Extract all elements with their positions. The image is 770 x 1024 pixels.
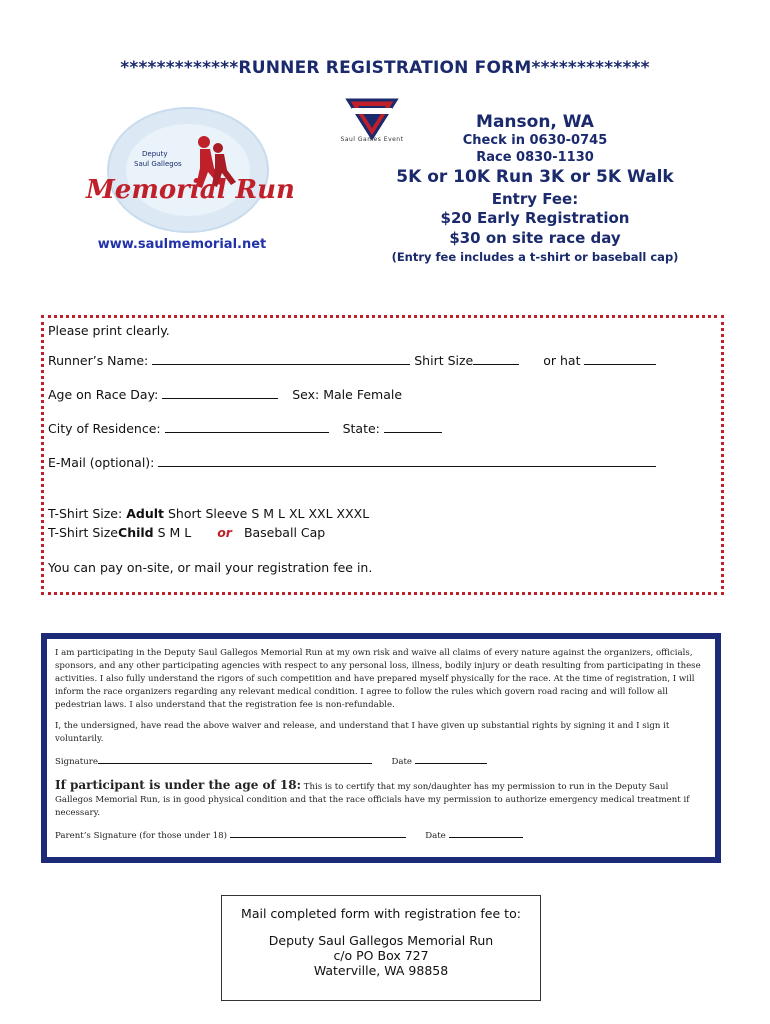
logo-name-text: Saul Gallegos <box>134 160 182 168</box>
hat-label: or hat <box>543 353 581 368</box>
age-label: Age on Race Day: <box>48 387 159 402</box>
early-fee: $20 Early Registration <box>440 209 630 227</box>
logo-script-text: Memorial Run <box>86 175 293 205</box>
mailing-address-box <box>221 895 541 1001</box>
date-label: Date <box>391 757 413 767</box>
runner-name-row <box>48 352 656 368</box>
or-text: or <box>217 525 232 540</box>
waiver-paragraph-1: I am participating in the Deputy Saul Gallegos Memorial Run at my own risk and waive all claims of every nature against the organizers, officials, sponsors, and any other participating agencies with respect to any personal loss, illness, bodily injury or death resulting from participating in these activities. I also fully understand the rigors of such competition and have prepared myself physically for the race. At the time of registration, I will inform the race organizers regarding any relevant medical condition. I agree to follow the rules which govern road racing and will follow all pedestrian laws. I also understand that the registration fee is non-refundable. <box>55 648 701 710</box>
sponsor-tagline: Saul Games Event <box>340 136 404 143</box>
date-field[interactable] <box>415 754 487 764</box>
mail-recipient: Deputy Saul Gallegos Memorial Run <box>268 933 494 948</box>
tshirt-size-label-2: T-Shirt Size <box>48 525 119 540</box>
parent-signature-label: Parent’s Signature (for those under 18) <box>55 831 228 841</box>
email-field[interactable] <box>158 454 656 467</box>
child-size-options[interactable]: S M L <box>157 525 192 540</box>
mail-instructions: Mail completed form with registration fee to: <box>241 906 521 921</box>
adult-label: Adult <box>126 506 164 521</box>
age-field[interactable] <box>162 386 278 399</box>
parent-date-label: Date <box>425 831 446 841</box>
waiver-paragraph-2: I, the undersigned, have read the above waiver and release, and understand that I have given up substantial rights by signing it and I sign it voluntarily. <box>55 721 670 744</box>
email-label: E-Mail (optional): <box>48 455 155 470</box>
city-state-row <box>48 420 442 436</box>
state-label: State: <box>342 421 380 436</box>
adult-tshirt-row <box>48 506 369 521</box>
waiver-content <box>47 639 715 857</box>
logo-deputy-text: Deputy <box>142 150 168 158</box>
signature-label: Signature <box>55 757 98 767</box>
minor-heading: If participant is under the age of 18: <box>55 778 302 792</box>
entry-fee-label: Entry Fee: <box>491 190 579 208</box>
runner-name-field[interactable] <box>152 352 410 365</box>
shirt-size-label: Shirt Size <box>414 353 474 368</box>
page-title: *************RUNNER REGISTRATION FORM************* <box>120 58 650 78</box>
print-clearly-note: Please print clearly. <box>48 323 170 338</box>
website-link[interactable]: www.saulmemorial.net <box>97 237 267 252</box>
baseball-cap-option[interactable]: Baseball Cap <box>243 525 326 540</box>
adult-size-options[interactable]: Short Sleeve S M L XL XXL XXXL <box>167 506 370 521</box>
city-field[interactable] <box>165 420 329 433</box>
checkin-time: Check in 0630-0745 <box>462 133 608 148</box>
event-options: 5K or 10K Run 3K or 5K Walk <box>396 167 674 187</box>
onsite-fee: $30 on site race day <box>449 229 621 247</box>
minor-text: This is to certify that my son/daughter has my permission to run in the Deputy Saul Gallegos Memorial Run, is in good physical condition and that the race officials have my permission to authorize emergency medical treatment if necessary. <box>55 782 690 818</box>
child-label: Child <box>118 525 154 540</box>
child-tshirt-row <box>48 525 325 540</box>
payment-note: You can pay on-site, or mail your registration fee in. <box>48 560 373 575</box>
parent-signature-row <box>55 828 707 843</box>
parent-signature-field[interactable] <box>230 828 406 838</box>
state-field[interactable] <box>384 420 442 433</box>
mail-city: Waterville, WA 98858 <box>313 963 449 978</box>
registration-form-box <box>41 315 724 595</box>
runner-name-label: Runner’s Name: <box>48 353 149 368</box>
signature-row <box>55 754 707 769</box>
signature-field[interactable] <box>98 754 372 764</box>
memorial-run-logo-graphic <box>78 102 293 237</box>
sex-options[interactable]: Sex: Male Female <box>292 387 403 402</box>
race-time: Race 0830-1130 <box>476 150 594 165</box>
city-label: City of Residence: <box>48 421 161 436</box>
shirt-size-field[interactable] <box>473 352 519 365</box>
hat-size-field[interactable] <box>584 352 656 365</box>
memorial-run-logo <box>78 102 293 237</box>
minor-paragraph <box>55 779 707 820</box>
tshirt-size-label: T-Shirt Size: <box>48 506 123 521</box>
mail-po-box: c/o PO Box 727 <box>333 948 429 963</box>
fee-includes-note: (Entry fee includes a t-shirt or baseball cap) <box>391 250 679 264</box>
waiver-box <box>41 633 721 863</box>
email-row <box>48 454 656 470</box>
event-location: Manson, WA <box>476 112 594 132</box>
age-sex-row <box>48 386 402 402</box>
parent-date-field[interactable] <box>449 828 523 838</box>
